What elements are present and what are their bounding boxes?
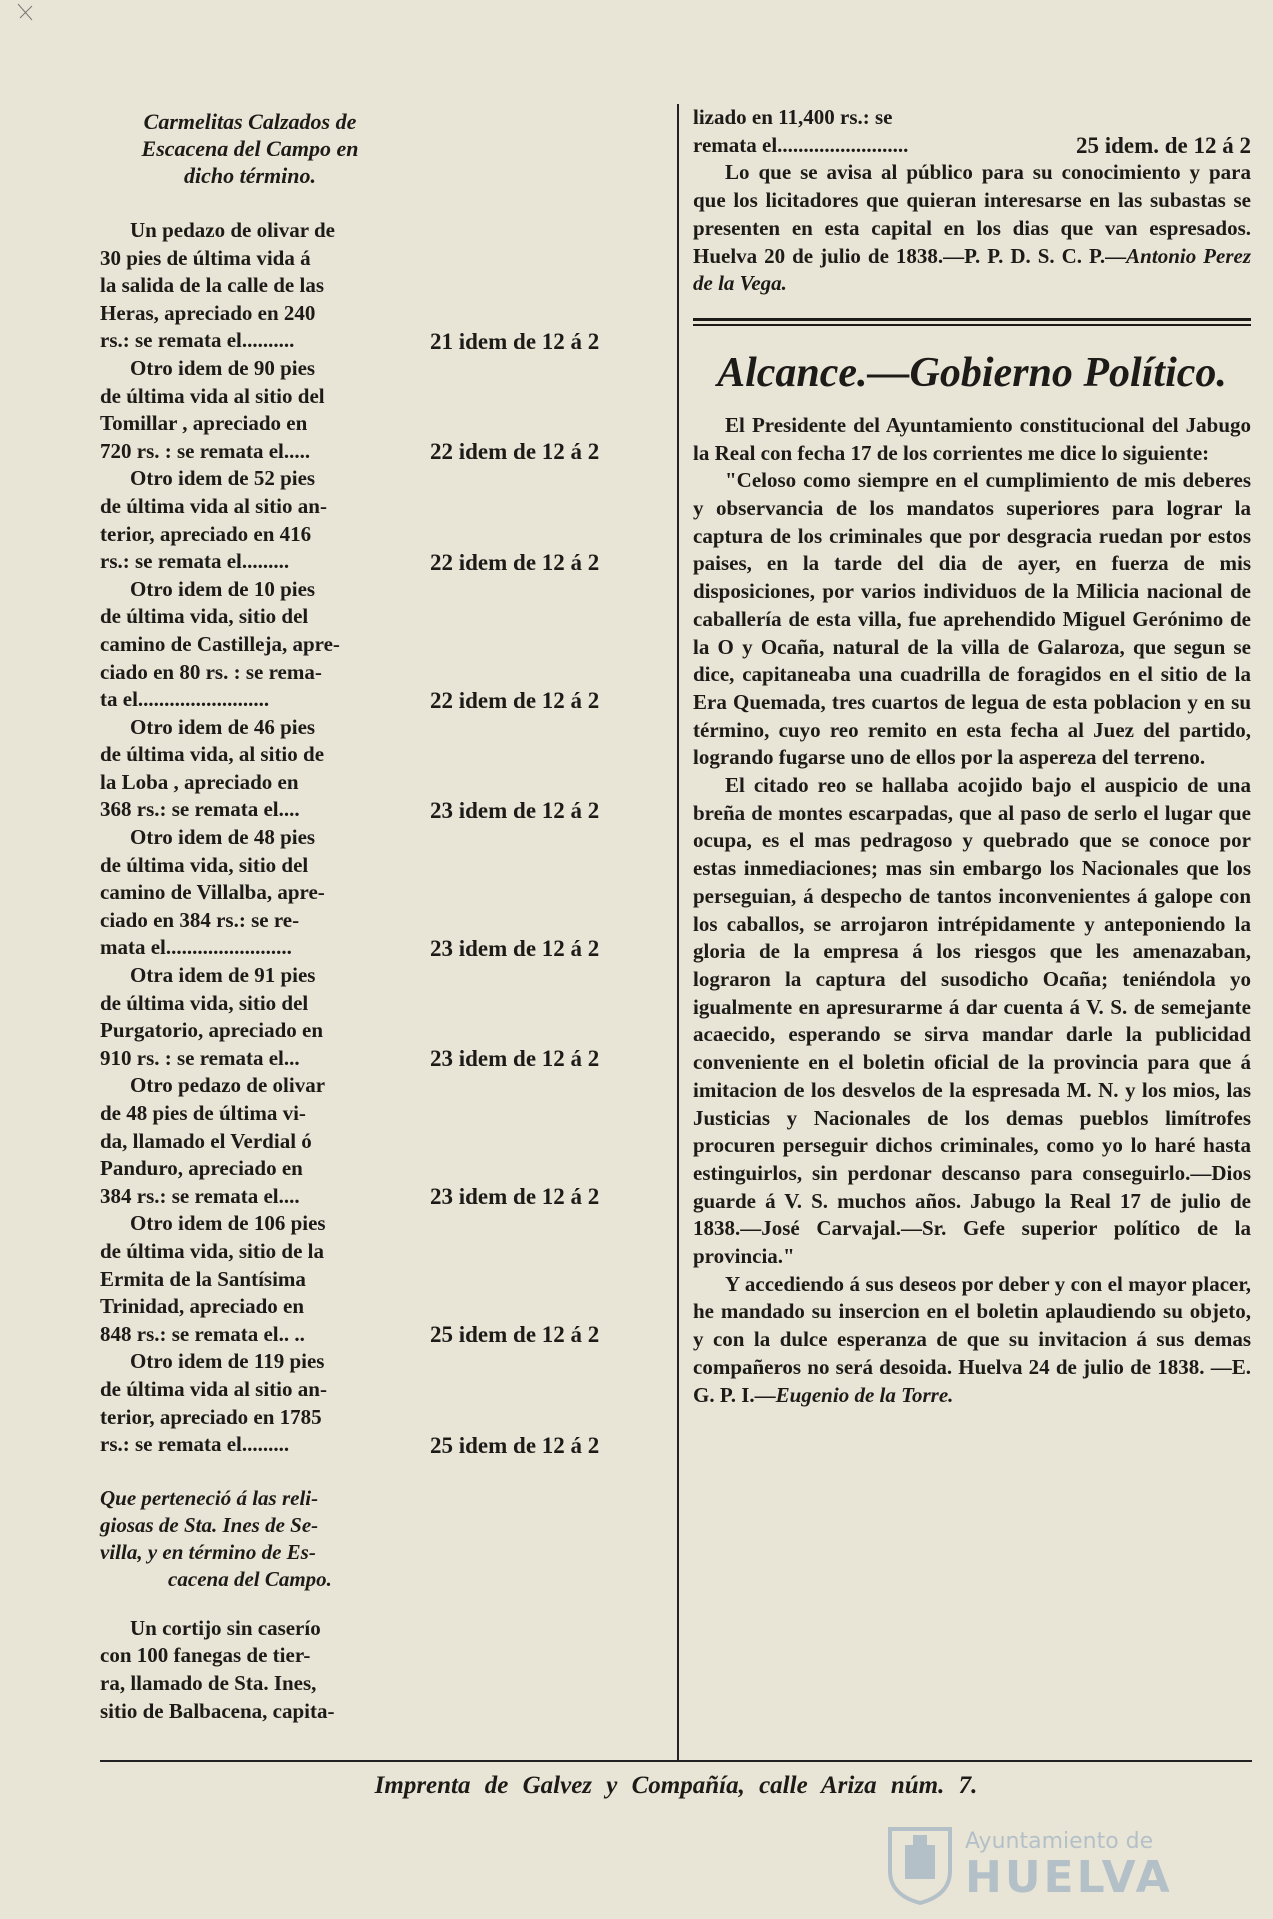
lot-description-line: Heras, apreciado en 240 — [100, 300, 316, 325]
lot-description — [100, 962, 400, 1072]
auction-lot — [100, 1210, 680, 1348]
lot-description-line: de última vida, al sitio de — [100, 742, 325, 767]
column-divider — [677, 104, 679, 1762]
lot-auction-date: 23 idem de 12 á 2 — [430, 798, 600, 824]
auction-lot — [100, 576, 680, 714]
footer-rule — [100, 1760, 1252, 1762]
lot-description-line: ciado en 384 rs.: se re- — [100, 907, 300, 932]
lot-description-line: de última vida al sitio an- — [100, 493, 327, 518]
lot-description-line: mata el........................ — [100, 935, 292, 960]
lot-auction-date: 23 idem de 12 á 2 — [430, 936, 600, 962]
lot-description-line: de última vida, sitio del — [100, 852, 309, 877]
letter-paragraph-2: El citado reo se hallaba acojido bajo el auspicio de una breña de montes escarpadas, que al paso de serlo el lugar que ocupa, es el mas pedragoso y quebrado que se conoce por estas inmediaciones; mas sin embargo los Nacionales que los perseguian, á despecho de tantos inconvenientes á galope con los caballos, se arrojaron intrépidamente y anteponiendo la gloria de la empresa á los riesgos que les amenazaban, lograron la captura del susodicho Ocaña; teniéndola yo igualmente en apresurarme á dar cuenta á V. S. de semejante acaecido, esperando se sirva mandar darle la publicidad conveniente en el boletin oficial de la provincia para que á imitacion de los desvelos de la espresada M. N. y los mios, las Justicias y Nacionales de los demas pueblos limítrofes procuren perseguir dichos criminales, como yo lo haré hasta estinguirlos, sin perdonar descanso para conseguirlo.—Dios guarde á V. S. muchos años. Jabugo la Real 17 de julio de 1838.—José Carvajal.—Sr. Gefe superior político de la provincia." — [693, 773, 1251, 1269]
auction-lot — [100, 355, 680, 465]
lot-description-line: 384 rs.: se remata el.... — [100, 1183, 300, 1208]
lot-description-line: de última vida, sitio del — [100, 990, 309, 1015]
auction-lot — [100, 962, 680, 1072]
lot-description — [100, 465, 400, 575]
lot-description-line: Ermita de la Santísima — [100, 1266, 306, 1291]
lot-description — [100, 1072, 400, 1210]
lot-description — [100, 217, 400, 355]
lot-description-line: 368 rs.: se remata el.... — [100, 797, 300, 822]
lot-auction-date: 21 idem de 12 á 2 — [430, 328, 600, 354]
lot-description-line: de última vida, sitio del — [100, 604, 309, 629]
letter-paragraph-1: "Celoso como siempre en el cumplimiento de mis deberes y observancia de los mandatos superiores para lograr la captura de los criminales que por desgracia ruedan por estos paises, en la tarde del dia de ayer, en fuerza de mis disposiciones, por varios individuos de la Milicia nacional de caballería de esta villa, fue aprehendido Miguel Gerónimo de la O y Ocaña, natural de la villa de Galaroza, que segun se dice, capitaneaba una cuadrilla de foragidos en el sitio de la Era Quemada, tres cuartos de legua de esta poblacion y en su término, cuyo reo remito en esta fecha al Juez del partido, logrando fugarse uno de ellos por la aspereza del terreno. — [693, 468, 1251, 770]
lot-description-line: Otro pedazo de olivar — [130, 1073, 326, 1098]
lot-description-line: rs.: se remata el......... — [100, 549, 290, 574]
corner-pencil-mark — [14, 2, 36, 24]
continued-lot — [693, 104, 1251, 298]
notice-paragraph: Lo que se avisa al público para su conocimiento y para que los licitadores que quieran interesarse en las subastas se presenten en esta capital en los dias que van espresados. Huelva 20 de julio de 1838.—P. P. D. S. C. P.—Antonio Perez de la Vega. — [693, 160, 1251, 296]
lot-description-line: la salida de la calle de las — [100, 273, 325, 298]
coat-of-arms-icon — [885, 1823, 955, 1907]
lot-description-line: Otro idem de 52 pies — [130, 466, 316, 491]
lot-description-line: rs.: se remata el......... — [100, 1432, 290, 1457]
lot-auction-date: 25 idem de 12 á 2 — [430, 1322, 600, 1348]
lot-description-line: camino de Villalba, apre- — [100, 880, 325, 905]
lot-description — [100, 576, 400, 714]
auction-lot — [100, 714, 680, 824]
lot-description-line: terior, apreciado en 416 — [100, 521, 312, 546]
lot-auction-date: 25 idem de 12 á 2 — [430, 1432, 600, 1458]
lot-description-line: camino de Castilleja, apre- — [100, 631, 340, 656]
lot-description — [100, 355, 400, 465]
watermark-line-2: HUELVA — [965, 1852, 1173, 1903]
section-heading: Carmelitas Calzados de Escacena del Campo en dicho término. — [141, 109, 359, 188]
lot-description-line: da, llamado el Verdial ó — [100, 1128, 312, 1153]
lot-auction-date: 23 idem de 12 á 2 — [430, 1184, 600, 1210]
watermark-line-1: Ayuntamiento de — [965, 1829, 1154, 1854]
lot-description-line: de última vida al sitio an- — [100, 1376, 327, 1401]
lot-description — [100, 824, 400, 962]
closing-paragraph: Y accediendo á sus deseos por deber y con el mayor placer, he mandado su insercion en el boletin aplaudiendo su objeto, y con la dulce esperanza de que su invitacion á sus demas compañeros no será desoida. Huelva 24 de julio de 1838. —E. G. P. I.—Eugenio de la Torre. — [693, 1271, 1251, 1407]
lot-description-line: Otro idem de 46 pies — [130, 714, 316, 739]
lot-description — [100, 714, 400, 824]
continued-lot-line-2: remata el......................... 25 idem. de 12 á 2 — [693, 132, 1251, 158]
lot-description-line: Un pedazo de olivar de — [130, 218, 335, 242]
auction-lot — [100, 217, 680, 355]
cortijo-lot: Un cortijo sin caserío con 100 fanegas de tier- ra, llamado de Sta. Ines, sitio de Balbacena, capita- — [100, 1615, 335, 1723]
lot-auction-date: 22 idem de 12 á 2 — [430, 549, 600, 575]
lot-auction-date: 22 idem de 12 á 2 — [430, 687, 600, 713]
intro-paragraph: El Presidente del Ayuntamiento constitucional del Jabugo la Real con fecha 17 de los corrientes me dice lo siguiente: — [693, 412, 1251, 465]
subsection-heading: Que perteneció á las reli- giosas de Sta. Ines de Se- villa, y en término de Es- cacena del Campo. — [100, 1485, 332, 1591]
lot-description-line: Purgatorio, apreciado en — [100, 1018, 324, 1043]
alcance-body — [693, 412, 1251, 1409]
right-column — [693, 104, 1251, 1409]
lot-description-line: 910 rs. : se remata el... — [100, 1045, 300, 1070]
lot-description-line: 30 pies de última vida á — [100, 245, 311, 270]
lot-description — [100, 1348, 400, 1458]
notice-signature: Antonio Perez de la Vega. — [693, 243, 1251, 296]
closing-signature: Eugenio de la Torre. — [775, 1382, 954, 1407]
lot-description-line: de última vida, sitio de la — [100, 1238, 325, 1263]
lot-description-line: Otro idem de 90 pies — [130, 355, 316, 380]
lots-list — [100, 217, 680, 1459]
lot-description-line: Otra idem de 91 pies — [130, 963, 316, 988]
lot-description-line: 720 rs. : se remata el..... — [100, 438, 311, 463]
lot-description-line: Otro idem de 48 pies — [130, 825, 316, 850]
auction-lot — [100, 1348, 680, 1458]
lot-description-line: ciado en 80 rs. : se rema- — [100, 659, 322, 684]
left-column — [100, 108, 680, 1725]
lot-description-line: la Loba , apreciado en — [100, 769, 299, 794]
lot-description-line: de 48 pies de última vi- — [100, 1101, 306, 1125]
lot-auction-date: 23 idem de 12 á 2 — [430, 1046, 600, 1072]
lot-description-line: ta el......................... — [100, 687, 270, 712]
lot-description-line: Otro idem de 10 pies — [130, 576, 316, 601]
lot-description-line: Panduro, apreciado en — [100, 1156, 303, 1181]
lot-description-line: terior, apreciado en 1785 — [100, 1404, 322, 1429]
lot-auction-date: 22 idem de 12 á 2 — [430, 439, 600, 465]
auction-lot — [100, 465, 680, 575]
lot-description-line: de última vida al sitio del — [100, 383, 325, 408]
lot-description — [100, 1210, 400, 1348]
lot-description-line: Trinidad, apreciado en — [100, 1294, 305, 1319]
lot-description-line: rs.: se remata el.......... — [100, 328, 295, 353]
alcance-title: Alcance.—Gobierno Político. — [717, 349, 1227, 396]
section-rule — [693, 318, 1251, 326]
watermark — [885, 1820, 1215, 1910]
lot-description-line: Tomillar , apreciado en — [100, 411, 308, 436]
continued-lot-line-1: lizado en 11,400 rs.: se — [693, 105, 893, 129]
auction-lot — [100, 1072, 680, 1210]
auction-lot — [100, 824, 680, 962]
lot-description-line: Otro idem de 119 pies — [130, 1349, 325, 1374]
lot-description-line: 848 rs.: se remata el.. .. — [100, 1321, 305, 1346]
printer-imprint: Imprenta de Galvez y Compañía, calle Ariza núm. 7. — [374, 1772, 978, 1799]
lot-description-line: Otro idem de 106 pies — [130, 1211, 326, 1236]
